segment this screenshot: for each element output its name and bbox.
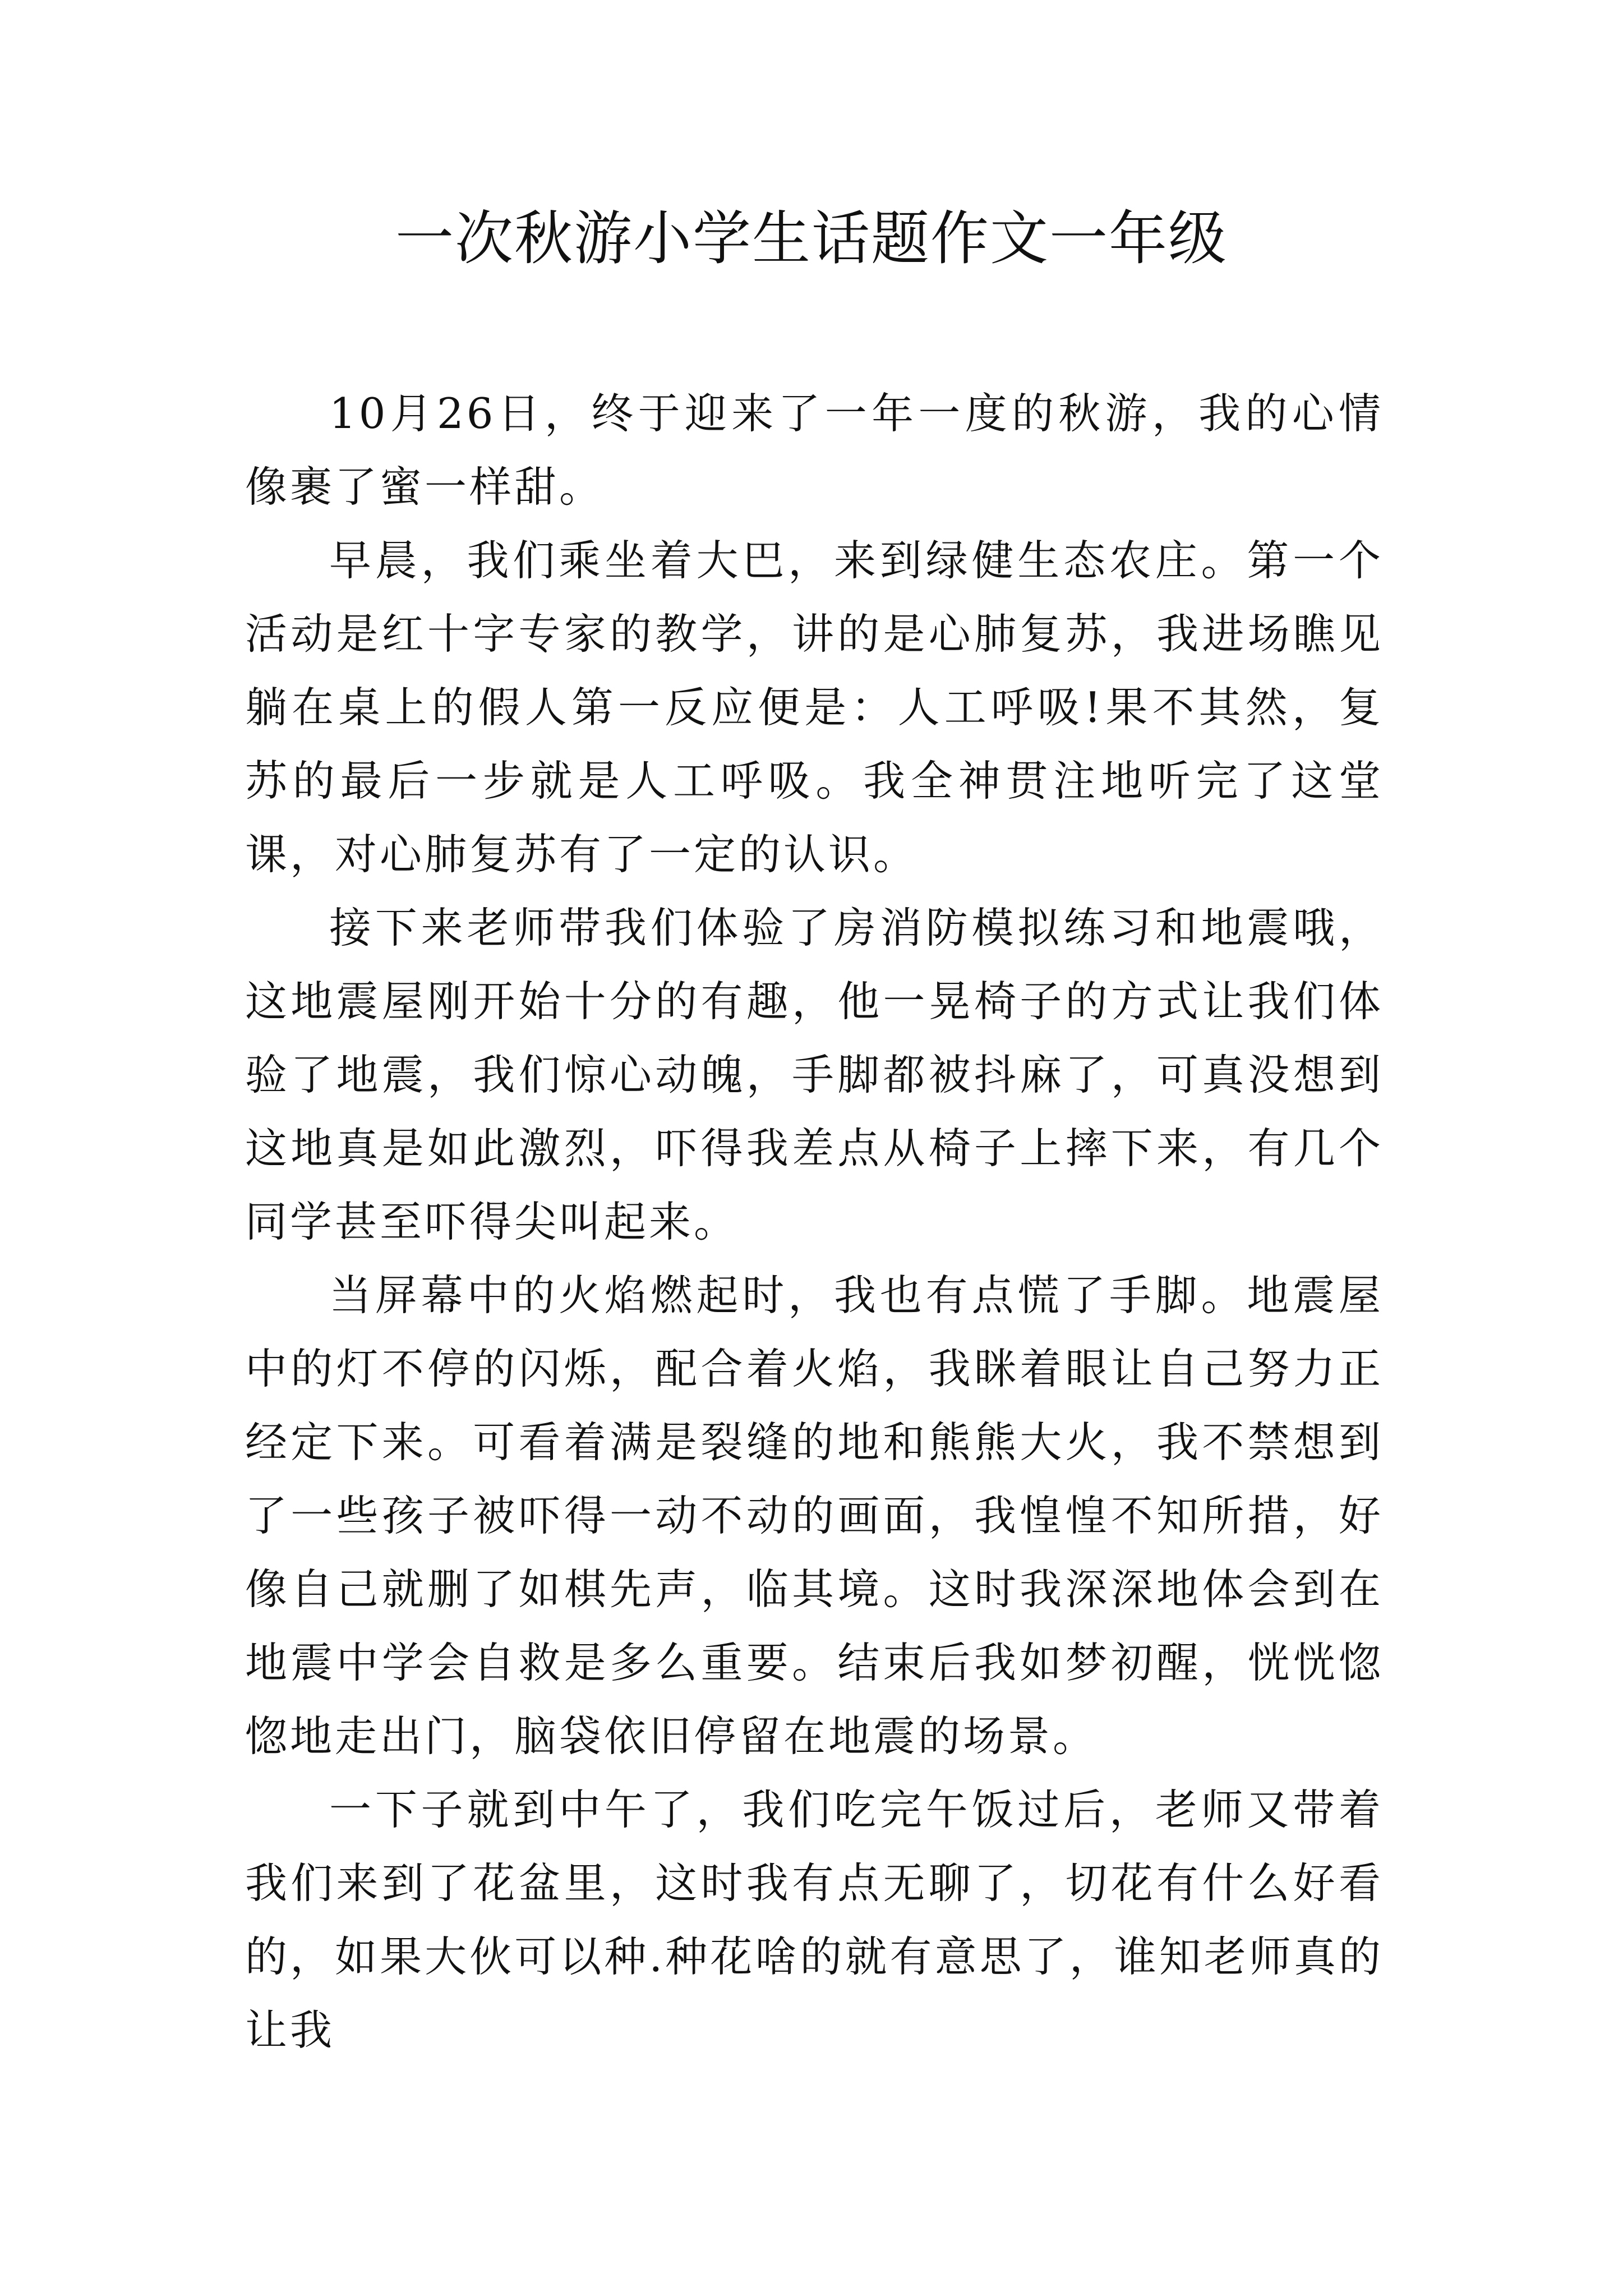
paragraph-1: 10月26日，终于迎来了一年一度的秋游，我的心情像裹了蜜一样甜。 (245, 389, 1384, 512)
paragraph-2: 早晨，我们乘坐着大巴，来到绿健生态农庄。第一个活动是红十字专家的教学，讲的是心肺复苏，我进场瞧见躺在桌上的假人第一反应便是：人工呼吸!果不其然，复苏的最后一步就是人工呼吸。我全神贯注地听完了这堂课，对心肺复苏有了一定的认识。 (245, 536, 1384, 879)
paragraph-4: 当屏幕中的火焰燃起时，我也有点慌了手脚。地震屋中的灯不停的闪烁，配合着火焰，我眯着眼让自己努力正经定下来。可看着满是裂缝的地和熊熊大火，我不禁想到了一些孩子被吓得一动不动的画面，我惶惶不知所措，好像自己就删了如棋先声，临其境。这时我深深地体会到在地震中学会自救是多么重要。结束后我如梦初醒，恍恍惚惚地走出门，脑袋依旧停留在地震的场景。 (245, 1271, 1384, 1761)
document-body (245, 377, 1384, 2067)
document-title: 一次秋游小学生话题作文一年级 (395, 204, 1228, 273)
paragraph-3: 接下来老师带我们体验了房消防模拟练习和地震哦，这地震屋刚开始十分的有趣，他一晃椅子的方式让我们体验了地震，我们惊心动魄，手脚都被抖麻了，可真没想到这地真是如此激烈，吓得我差点从椅子上摔下来，有几个同学甚至吓得尖叫起来。 (245, 903, 1384, 1246)
paragraph-5: 一下子就到中午了，我们吃完午饭过后，老师又带着我们来到了花盆里，这时我有点无聊了，切花有什么好看的，如果大伙可以种.种花啥的就有意思了，谁知老师真的让我 (245, 1785, 1384, 2055)
